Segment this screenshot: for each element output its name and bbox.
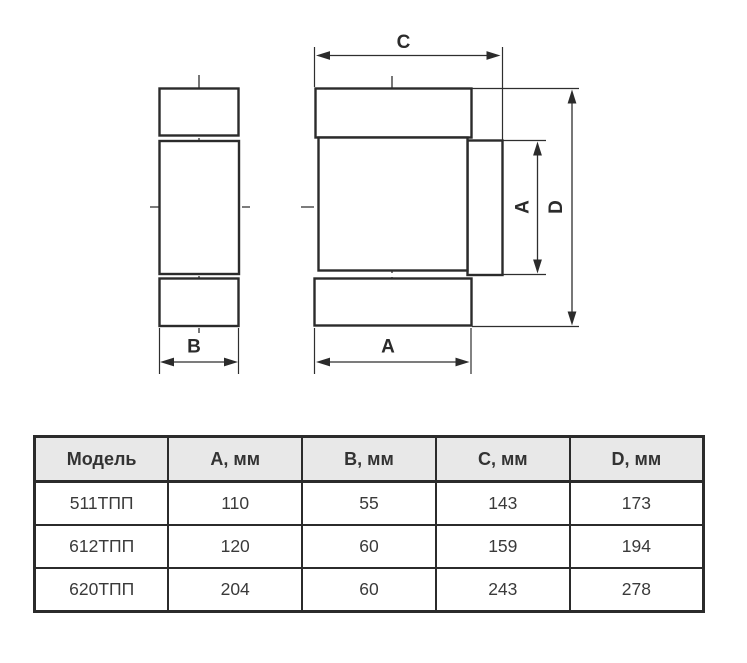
dim-d-arrow-up-icon	[568, 90, 577, 104]
table-row	[35, 568, 704, 612]
table-header-row	[35, 437, 704, 482]
header-cell-c: C, мм	[436, 437, 570, 482]
dim-d-arrow-down-icon	[568, 312, 577, 326]
dimensions-table	[33, 435, 705, 613]
dim-label-b: B	[187, 336, 201, 358]
dim-a-branch-arrow-down-icon	[533, 260, 542, 274]
dim-c-arrow-left-icon	[316, 51, 330, 60]
cell-model: 620ТПП	[35, 568, 169, 612]
header-cell-d: D, мм	[570, 437, 704, 482]
cell-b: 60	[302, 568, 436, 612]
dim-label-a-bottom: A	[381, 336, 395, 358]
cell-a: 204	[168, 568, 302, 612]
dim-a-bottom-arrow-left-icon	[316, 358, 330, 367]
header-cell-model: Модель	[35, 437, 169, 482]
table-row	[35, 482, 704, 526]
table-header	[35, 437, 704, 482]
side-view-bottom-flange	[160, 279, 239, 327]
dim-b-arrow-right-icon	[224, 358, 238, 367]
cell-a: 110	[168, 482, 302, 526]
side-view-body	[160, 141, 240, 274]
header-cell-b: B, мм	[302, 437, 436, 482]
dim-label-d: D	[546, 200, 567, 214]
cell-c: 159	[436, 525, 570, 568]
dim-c-arrow-right-icon	[487, 51, 501, 60]
dim-b-arrow-left-icon	[160, 358, 174, 367]
front-view-bottom-flange	[315, 279, 472, 326]
cell-model: 612ТПП	[35, 525, 169, 568]
side-view	[150, 75, 250, 374]
front-view	[301, 32, 579, 374]
cell-d: 194	[570, 525, 704, 568]
cell-b: 55	[302, 482, 436, 526]
cell-c: 143	[436, 482, 570, 526]
cell-d: 173	[570, 482, 704, 526]
dim-label-a-branch: A	[512, 200, 534, 214]
front-view-branch	[468, 141, 503, 276]
table-row	[35, 525, 704, 568]
front-view-body	[319, 138, 468, 271]
cell-model: 511ТПП	[35, 482, 169, 526]
side-view-top-flange	[160, 89, 239, 136]
cell-d: 278	[570, 568, 704, 612]
dim-a-branch-arrow-up-icon	[533, 142, 542, 156]
dim-a-bottom-arrow-right-icon	[456, 358, 470, 367]
header-cell-a: A, мм	[168, 437, 302, 482]
cell-b: 60	[302, 525, 436, 568]
cell-a: 120	[168, 525, 302, 568]
table-body	[35, 482, 704, 612]
cell-c: 243	[436, 568, 570, 612]
dim-label-c: C	[396, 32, 411, 53]
front-view-top-flange	[316, 89, 472, 138]
